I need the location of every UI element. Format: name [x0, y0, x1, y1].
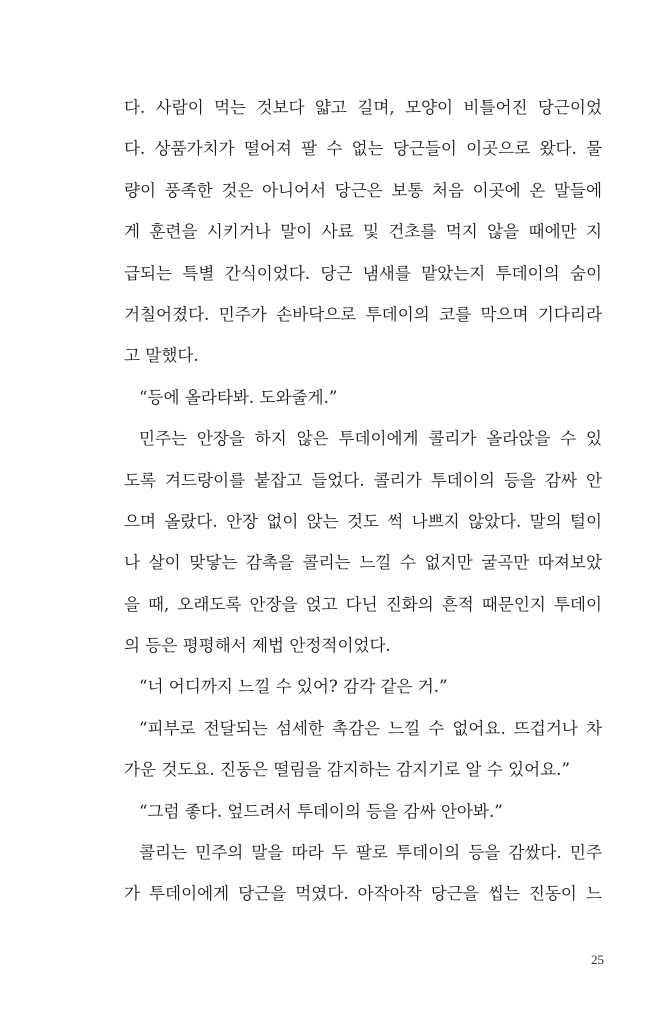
dialogue-line: “너 어디까지 느낄 수 있어? 감각 같은 거.”	[139, 677, 448, 697]
text-line: 나 살이 맞닿는 감촉을 콜리는 느낄 수 없지만 굴곡만 따져보았	[124, 553, 602, 573]
dialogue-line: “그럼 좋다. 엎드려서 투데이의 등을 감싸 안아봐.”	[139, 801, 503, 821]
text-line: 으며 올랐다. 안장 없이 앉는 것도 썩 나쁘지 않았다. 말의 털이	[124, 511, 602, 531]
dialogue-line: “등에 올라타봐. 도와줄게.”	[139, 387, 338, 407]
text-line: 급되는 특별 간식이었다. 당근 냄새를 맡았는지 투데이의 숨이	[124, 263, 602, 283]
text-line: 가 투데이에게 당근을 먹였다. 아작아작 당근을 씹는 진동이 느	[124, 884, 602, 904]
text-line: 게 훈련을 시키거나 말이 사료 및 건초를 먹지 않을 때에만 지	[124, 222, 602, 242]
page-number: 25	[591, 952, 604, 967]
body-text	[124, 92, 602, 920]
text-line: 다. 사람이 먹는 것보다 얇고 길며, 모양이 비틀어진 당근이었	[124, 98, 602, 117]
text-line: 거칠어졌다. 민주가 손바닥으로 투데이의 코를 막으며 기다리라	[124, 304, 602, 324]
paragraph-first-line: 콜리는 민주의 말을 따라 두 팔로 투데이의 등을 감쌌다. 민주	[139, 843, 602, 863]
text-line: 을 때, 오래도록 안장을 얹고 다닌 진화의 흔적 때문인지 투데이	[124, 594, 602, 614]
text-line: 도록 겨드랑이를 붙잡고 들었다. 콜리가 투데이의 등을 감싸 안	[124, 470, 602, 490]
text-line: 량이 풍족한 것은 아니어서 당근은 보통 처음 이곳에 온 말들에	[124, 180, 602, 200]
text-line: 고 말했다.	[124, 346, 199, 366]
paragraph-first-line: 민주는 안장을 하지 않은 투데이에게 콜리가 올라앉을 수 있	[139, 429, 602, 449]
dialogue-line: “피부로 전달되는 섬세한 촉감은 느낄 수 없어요. 뜨겁거나 차	[139, 718, 602, 738]
text-line: 가운 것도요. 진동은 떨림을 감지하는 감지기로 알 수 있어요.”	[124, 760, 570, 780]
text-line: 다. 상품가치가 떨어져 팔 수 없는 당근들이 이곳으로 왔다. 물	[124, 139, 602, 159]
text-line: 의 등은 평평해서 제법 안정적이었다.	[124, 636, 391, 656]
